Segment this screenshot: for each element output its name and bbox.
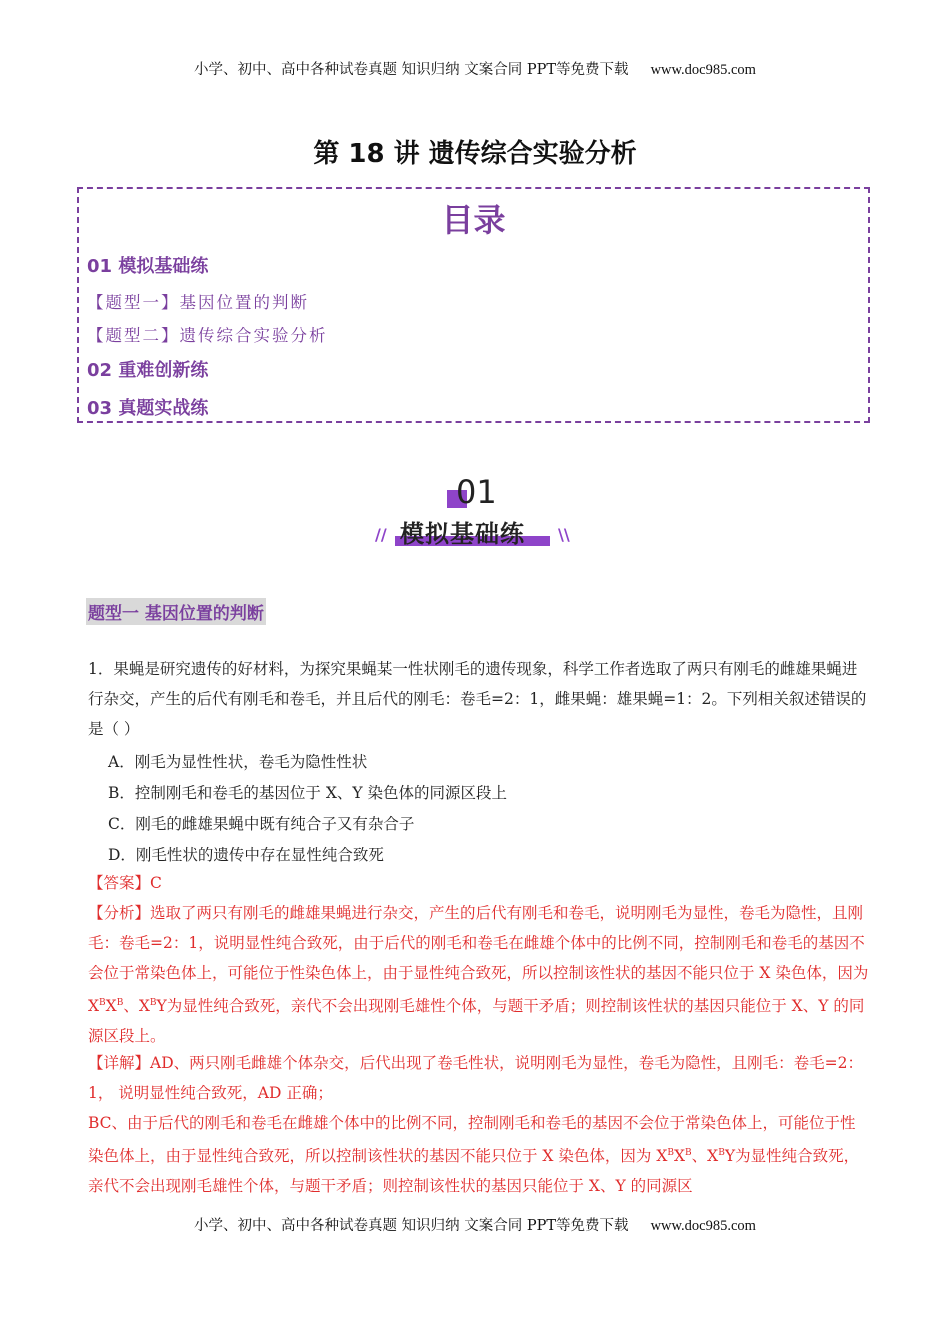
genotype-x: X [105,997,117,1016]
page-title: 第 18 讲 遗传综合实验分析 [313,139,637,169]
header-site[interactable]: www.doc985.com [650,62,756,78]
question-stem: 1．果蝇是研究遗传的好材料，为探究果蝇某一性状刚毛的遗传现象，科学工作者选取了两只有刚毛的雌雄果蝇进行杂交，产生的后代有刚毛和卷毛，并且后代的刚毛：卷毛=2：1，雌果蝇：雄果蝇=1：2。下列相关叙述错误的是（ ） [88,660,867,738]
answer-line [88,868,870,898]
option-a: A．刚毛为显性性状，卷毛为隐性性状 [108,753,368,771]
superscript-b: B [667,1148,674,1158]
option-d: D．刚毛性状的遗传中存在显性纯合致死 [108,846,384,864]
detail-label: 【详解】 [88,1054,151,1072]
section-heading: 题型一 基因位置的判断 [86,598,266,625]
page-header [0,58,950,79]
analysis-block [88,898,870,1051]
superscript-b: B [116,998,124,1008]
table-of-contents [77,187,870,423]
toc-item-type2[interactable]: 【题型二】遗传综合实验分析 [87,326,328,345]
toc-item-01[interactable]: 01 模拟基础练 [87,256,209,277]
footer-site[interactable]: www.doc985.com [650,1218,756,1234]
genotype-sep: 、X [691,1147,719,1166]
banner-label: 模拟基础练 [400,520,525,548]
detail-block [88,1048,870,1108]
option-c: C．刚毛的雌雄果蝇中既有纯合子又有杂合子 [108,815,415,833]
footer-text: 小学、初中、高中各种试卷真题 知识归纳 文案合同 PPT等免费下载 [194,1218,629,1234]
header-text: 小学、初中、高中各种试卷真题 知识归纳 文案合同 PPT等免费下载 [194,62,629,78]
option-b: B．控制刚毛和卷毛的基因位于 X、Y 染色体的同源区段上 [108,784,508,802]
toc-heading: 目录 [441,201,506,239]
banner-left-deco: // [375,525,387,544]
superscript-b: B [685,1148,692,1158]
analysis-text-2: 为显性纯合致死，亲代不会出现刚毛雄性个体，与题干矛盾；则控制该性状的基因只能位于 X、Y 的同源区段上。 [88,997,865,1046]
genotype-x: X [673,1147,686,1166]
answer-label: 【答案】 [88,874,151,892]
detail-block-2 [88,1108,870,1201]
analysis-text-1: 选取了两只有刚毛的雌雄果蝇进行杂交，产生的后代有刚毛和卷毛，说明刚毛为显性，卷毛为隐性，且刚毛：卷毛=2：1，说明显性纯合致死，由于后代的刚毛和卷毛在雌雄个体中的比例不同，控制刚毛和卷毛的基因不会位于常染色体上，可能位于性染色体上，由于显性纯合致死，所以控制该性状的基因不能只位于 X 染色体，因为 X [88,904,869,1016]
toc-item-type1[interactable]: 【题型一】基因位置的判断 [87,293,309,312]
detail-text-2: BC、由于后代的刚毛和卷毛在雌雄个体中的比例不同，控制刚毛和卷毛的基因不会位于常染色体上，可能位于性染色体上，由于显性纯合致死，所以控制该性状的基因不能只位于 X 染色体，因为 X [88,1114,856,1166]
page-footer [0,1214,950,1235]
detail-text-3: 为显性纯合致死，亲代不会出现刚毛雄性个体，与题干矛盾；则控制该性状的基因只能位于 X、Y 的同源区 [88,1147,860,1196]
toc-item-02[interactable]: 02 重难创新练 [87,360,209,381]
analysis-label: 【分析】 [88,904,151,922]
genotype-y: Y [724,1147,736,1166]
toc-item-03[interactable]: 03 真题实战练 [87,398,209,419]
banner-number: 01 [456,473,497,511]
answer-value: C [150,874,162,892]
section-banner [370,473,580,553]
superscript-b: B [149,998,157,1008]
banner-right-deco: \\ [558,525,570,544]
detail-text-1: AD、两只刚毛雌雄个体杂交，后代出现了卷毛性状，说明刚毛为显性，卷毛为隐性，且刚毛：卷毛=2：1， 说明显性纯合致死，AD 正确； [88,1054,863,1102]
superscript-b: B [718,1148,725,1158]
genotype-sep: 、X [123,997,150,1016]
genotype-y: Y [156,997,167,1016]
superscript-b: B [99,998,106,1008]
